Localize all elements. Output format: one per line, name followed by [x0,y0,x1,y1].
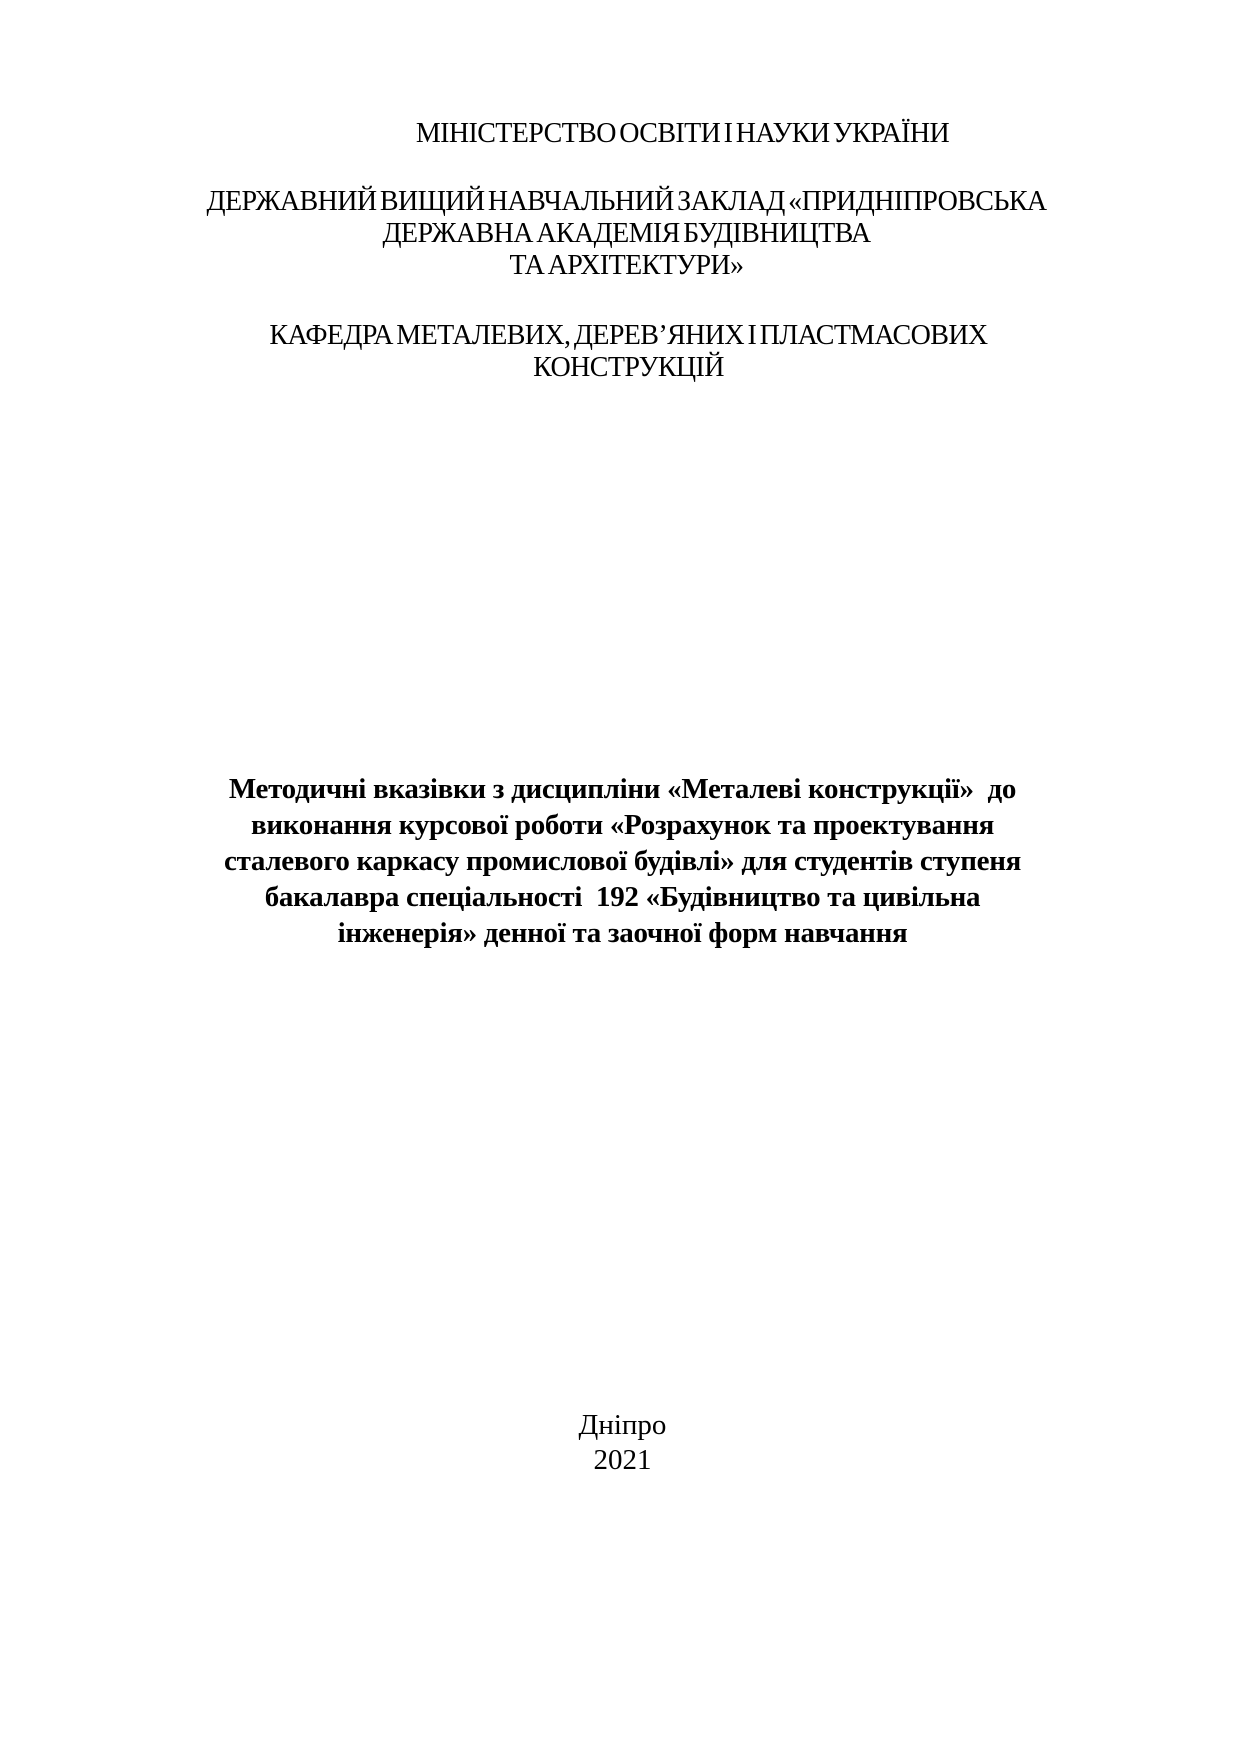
title-line-5: інженерія» денної та заочної форм навчання [337,917,908,949]
institution-line-1: ДЕРЖАВНИЙ ВИЩИЙ НАВЧАЛЬНИЙ ЗАКЛАД «ПРИДНІПРОВСЬКА [206,186,1047,217]
document-title [2,771,1241,951]
title-line-2: виконання курсової роботи «Розрахунок та проектування [250,809,994,841]
publication-year: 2021 [593,1444,652,1476]
title-line-1: Методичні вказівки з дисципліни «Металеві конструкції» до [228,773,1017,805]
institution-line-2: ДЕРЖАВНА АКАДЕМІЯ БУДІВНИЦТВА [382,218,871,249]
department-line-2: КОНСТРУКЦІЙ [533,352,724,383]
department-line-1: КАФЕДРА МЕТАЛЕВИХ, ДЕРЕВ’ЯНИХ І ПЛАСТМАСОВИХ [269,320,988,351]
institution-heading [6,186,1241,282]
institution-line-3: ТА АРХІТЕКТУРИ» [509,250,744,281]
ministry-line: МІНІСТЕРСТВО ОСВІТИ І НАУКИ УКРАЇНИ [415,118,950,149]
publication-city: Дніпро [578,1409,667,1441]
title-line-3: сталевого каркасу промислової будівлі» для студентів ступеня [224,845,1021,877]
publication-info [2,1408,1241,1478]
department-heading [8,320,1241,384]
title-line-4: бакалавра спеціальності 192 «Будівництво та цивільна [264,881,981,913]
ministry-heading [62,118,1241,150]
